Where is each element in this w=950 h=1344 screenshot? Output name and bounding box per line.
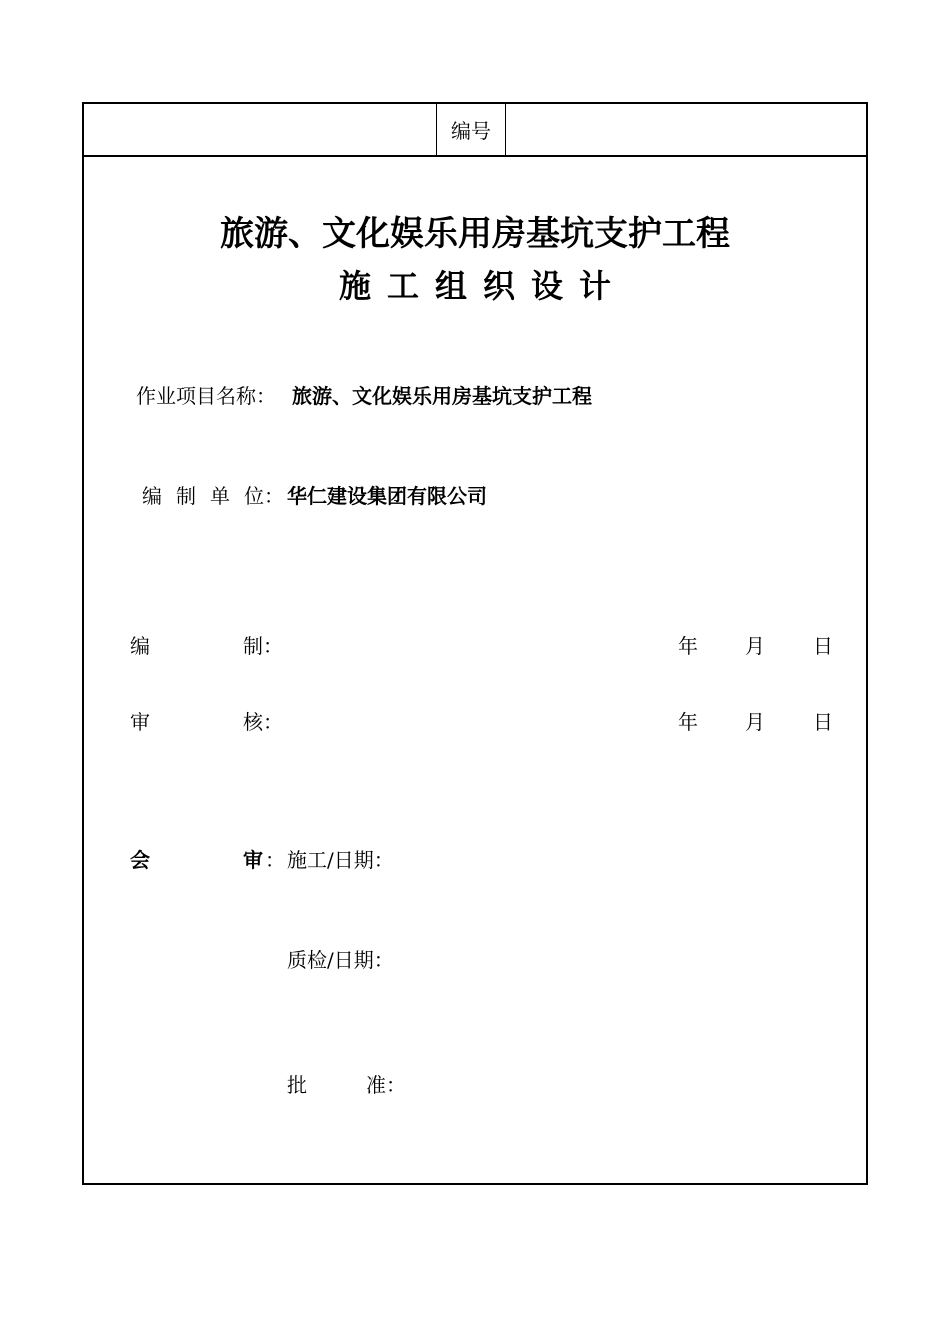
compile-day: 日 <box>813 634 833 658</box>
unit-label-char-2: 制 <box>176 484 196 508</box>
unit-label-char-3: 单 <box>210 484 230 508</box>
review-month: 月 <box>745 710 765 734</box>
header-divider <box>84 155 866 157</box>
compile-label-char-2: 制： <box>243 634 283 658</box>
unit-label-char-4: 位： <box>244 484 284 508</box>
document-subtitle: 施工组织设计 <box>338 267 627 305</box>
construction-date-label: 施工/日期： <box>287 848 394 872</box>
unit-label-char-1: 编 <box>142 484 162 508</box>
review-day: 日 <box>813 710 833 734</box>
quality-date-label: 质检/日期： <box>287 948 394 972</box>
review-label-char-2: 核： <box>243 710 283 734</box>
document-title: 旅游、文化娱乐用房基坑支护工程 <box>220 214 730 254</box>
joint-review-label-char-1: 会 <box>130 848 150 872</box>
project-name-value: 旅游、文化娱乐用房基坑支护工程 <box>292 384 592 408</box>
review-year: 年 <box>678 710 698 734</box>
compile-year: 年 <box>678 634 698 658</box>
compile-label-char-1: 编 <box>130 634 150 658</box>
joint-review-label-char-2: 审 <box>243 848 263 872</box>
unit-value: 华仁建设集团有限公司 <box>287 484 487 508</box>
joint-review-colon: ： <box>265 848 285 872</box>
number-label-cell <box>436 104 506 155</box>
project-name-label: 作业项目名称： <box>136 384 276 408</box>
approve-label-char-2: 准： <box>366 1073 406 1097</box>
number-label: 编号 <box>451 119 491 143</box>
review-label-char-1: 审 <box>130 710 150 734</box>
compile-month: 月 <box>745 634 765 658</box>
approve-label-char-1: 批 <box>287 1073 307 1097</box>
